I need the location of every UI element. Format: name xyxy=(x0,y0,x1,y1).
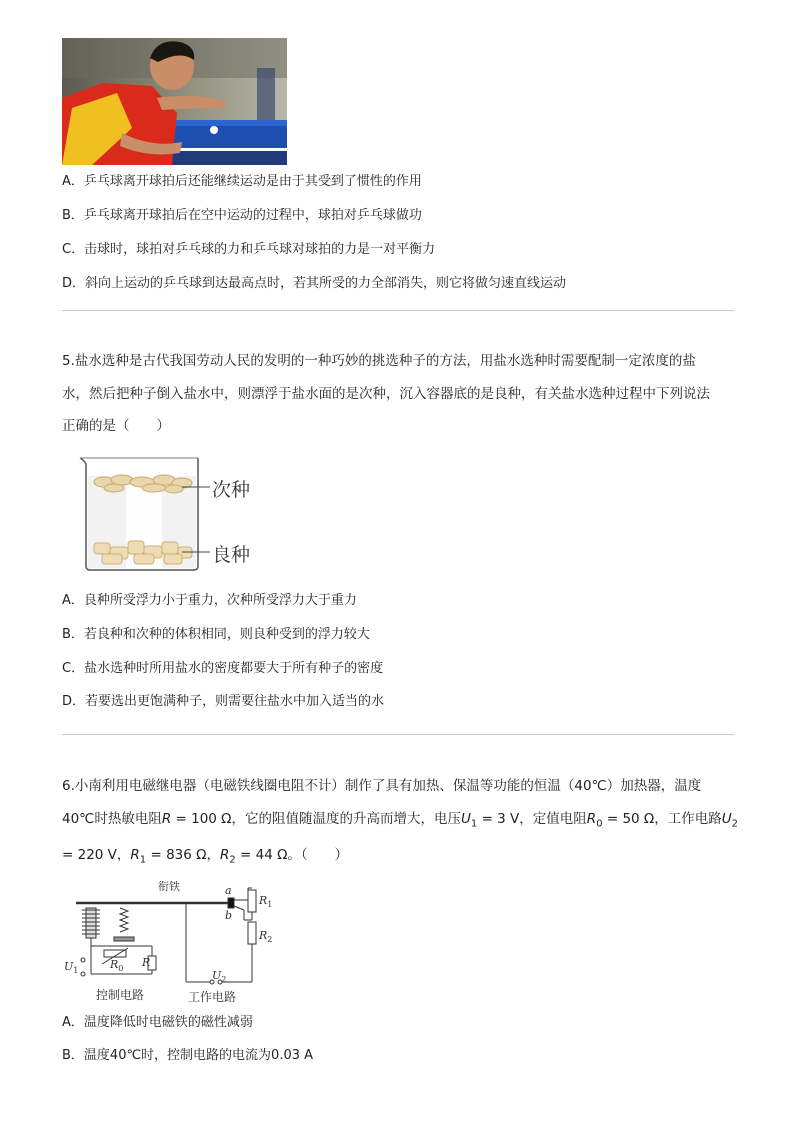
label-good-seed: 良种 xyxy=(212,544,251,566)
beaker-figure xyxy=(74,450,284,575)
label-contact-a: a xyxy=(225,884,232,897)
q5-option-b: B．若良种和次种的体积相同，则良种受到的浮力较大 xyxy=(62,627,370,642)
label-r-thermistor: R xyxy=(142,956,151,969)
q5-stem-line-3: 正确的是（ ） xyxy=(62,418,170,434)
divider xyxy=(62,734,734,735)
q4-option-a: A．乒乓球离开球拍后还能继续运动是由于其受到了惯性的作用 xyxy=(62,174,422,189)
q5-stem-line-2: 水，然后把种子倒入盐水中，则漂浮于盐水面的是次种，沉入容器底的是良种，有关盐水选种过程中下列说法 xyxy=(62,386,710,402)
q6-stem-line-3: = 220 V，$R_1 = 836$ Ω，$R_2 = 44$ Ω。（ ） xyxy=(62,847,349,866)
label-r2: $R_2$ xyxy=(259,929,273,945)
q5-option-a: A．良种所受浮力小于重力，次种所受浮力大于重力 xyxy=(62,593,357,608)
q6-stem-line-2: 40℃时热敏电阻R = 100 Ω，它的阻值随温度的升高而增大，电压$U_1 = 3$ V，定值电阻$R_0 = 50$ Ω，工作电路$U_2$ xyxy=(62,811,739,830)
label-armature: 衔铁 xyxy=(158,880,180,893)
relay-circuit-diagram xyxy=(62,876,282,1006)
label-r0: $R_0$ xyxy=(110,958,124,974)
table-tennis-photo xyxy=(62,38,287,165)
q6-option-a: A．温度降低时电磁铁的磁性减弱 xyxy=(62,1015,253,1030)
q5-stem-line-1: 5.盐水选种是古代我国劳动人民的发明的一种巧妙的挑选种子的方法，用盐水选种时需要配制一定浓度的盐 xyxy=(62,353,696,369)
label-u1: $U_1$ xyxy=(64,960,79,976)
q5-option-d: D．若要选出更饱满种子，则需要往盐水中加入适当的水 xyxy=(62,694,385,709)
label-contact-b: b xyxy=(225,909,233,922)
q6-option-b: B．温度40℃时，控制电路的电流为0.03 A xyxy=(62,1048,314,1063)
label-inferior-seed: 次种 xyxy=(212,479,251,501)
label-r1: $R_1$ xyxy=(259,894,273,910)
q4-option-c: C．击球时，球拍对乒乓球的力和乒乓球对球拍的力是一对平衡力 xyxy=(62,242,436,257)
label-u2: $U_2$ xyxy=(212,969,227,985)
label-control-circuit: 控制电路 xyxy=(96,988,145,1002)
label-work-circuit: 工作电路 xyxy=(188,990,237,1004)
q4-option-d: D．斜向上运动的乒乓球到达最高点时，若其所受的力全部消失，则它将做匀速直线运动 xyxy=(62,276,567,291)
q4-option-b: B．乒乓球离开球拍后在空中运动的过程中，球拍对乒乓球做功 xyxy=(62,208,422,223)
q5-option-c: C．盐水选种时所用盐水的密度都要大于所有种子的密度 xyxy=(62,661,384,676)
q6-stem-line-1: 6.小南利用电磁继电器（电磁铁线圈电阻不计）制作了具有加热、保温等功能的恒温（40℃）加热器，温度 xyxy=(62,778,702,794)
divider xyxy=(62,310,734,311)
